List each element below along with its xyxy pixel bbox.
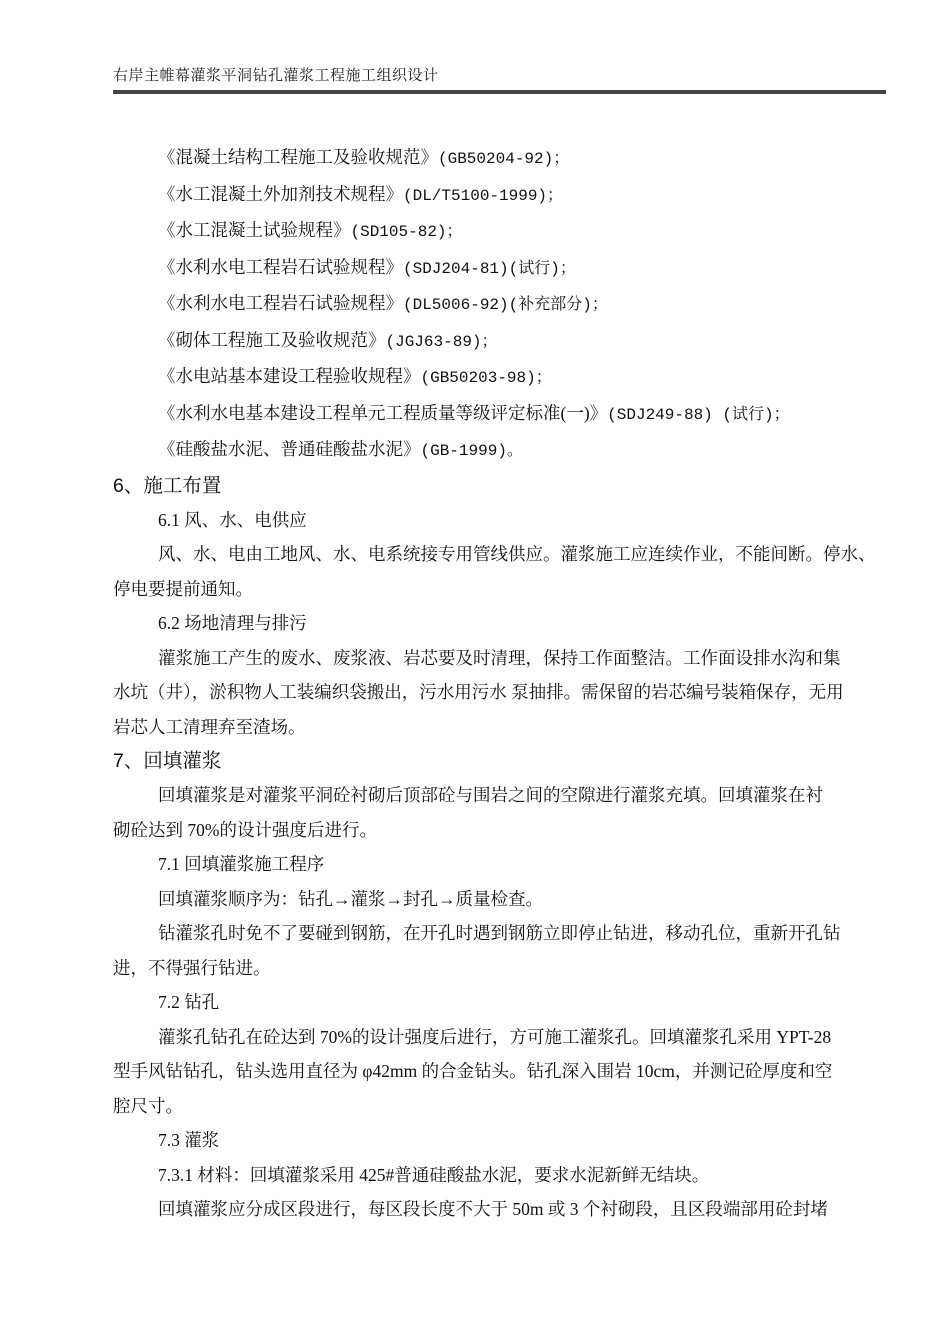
subsection-title: 6.1 风、水、电供应 [158, 509, 307, 530]
paragraph-line: 灌浆孔钻孔在砼达到 70%的设计强度后进行，方可施工灌浆孔。回填灌浆孔采用 YPT-28 [158, 1026, 832, 1047]
paragraph-line: 灌浆施工产生的废水、废浆液、岩芯要及时清理，保持工作面整洁。工作面设排水沟和集 [158, 647, 841, 668]
subsection-title: 7.1 回填灌浆施工程序 [158, 854, 325, 874]
paragraph-line: 钻灌浆孔时免不了要碰到钢筋，在开孔时遇到钢筋立即停止钻进，移动孔位，重新开孔钻 [158, 923, 841, 943]
reference-item: 《混凝土结构工程施工及验收规范》(GB50204-92)； [158, 147, 570, 168]
subsection-title: 7.2 钻孔 [158, 992, 220, 1012]
paragraph-line: 进，不得强行钻进。 [113, 957, 271, 978]
reference-item: 《硅酸盐水泥、普通硅酸盐水泥》(GB-1999)。 [158, 439, 523, 460]
paragraph-line: 回填灌浆是对灌浆平洞砼衬砌后顶部砼与围岩之间的空隙进行灌浆充填。回填灌浆在衬 [158, 785, 823, 805]
section-heading: 7、回填灌浆 [113, 750, 222, 772]
paragraph-line: 型手风钻钻孔，钻头选用直径为 φ42mm 的合金钻头。钻孔深入围岩 10cm，并测记砼厚度和空 [113, 1061, 833, 1081]
paragraph-line: 风、水、电由工地风、水、电系统接专用管线供应。灌浆施工应连续作业，不能间断。停水、 [158, 544, 876, 564]
paragraph-line: 岩芯人工清理弃至渣场。 [113, 716, 306, 737]
reference-item: 《水工混凝土外加剂技术规程》(DL/T5100-1999)； [158, 183, 564, 205]
paragraph-line: 回填灌浆应分成区段进行，每区段长度不大于 50m 或 3 个衬砌段，且区段端部用砼封堵 [158, 1199, 828, 1219]
paragraph-line: 水坑（井），淤积物人工装编织袋搬出，污水用污水 泵抽排。需保留的岩芯编号装箱保存，无用 [113, 682, 844, 702]
paragraph-line: 砌砼达到 70%的设计强度后进行。 [113, 819, 377, 840]
section-heading: 6、施工布置 [113, 474, 222, 497]
document-body [113, 140, 886, 1227]
running-header: 右岸主帷幕灌浆平洞钻孔灌浆工程施工组织设计 [113, 68, 439, 84]
reference-item: 《水利水电工程岩石试验规程》(DL5006-92)(补充部分)； [158, 293, 608, 314]
subsection-title: 7.3 灌浆 [158, 1130, 220, 1150]
reference-item: 《砌体工程施工及验收规范》(JGJ63-89)； [158, 329, 498, 351]
paragraph-line: 腔尺寸。 [113, 1095, 183, 1116]
header-divider [113, 90, 886, 94]
reference-item: 《水利水电基本建设工程单元工程质量等级评定标准(一)》(SDJ249-88) (试行)； [158, 402, 790, 424]
reference-list [113, 140, 886, 469]
reference-item: 《水电站基本建设工程验收规程》(GB50203-98)； [158, 366, 552, 387]
subsection-title: 7.3.1 材料：回填灌浆采用 425#普通硅酸盐水泥，要求水泥新鲜无结块。 [158, 1164, 710, 1185]
subsection-title: 6.2 场地清理与排污 [158, 613, 307, 633]
paragraph-line: 停电要提前通知。 [113, 578, 253, 599]
reference-item: 《水利水电工程岩石试验规程》(SDJ204-81)(试行)； [158, 256, 576, 278]
reference-item: 《水工混凝土试验规程》(SD105-82)； [158, 220, 463, 241]
paragraph-line: 回填灌浆顺序为：钻孔→灌浆→封孔→质量检查。 [158, 888, 543, 909]
